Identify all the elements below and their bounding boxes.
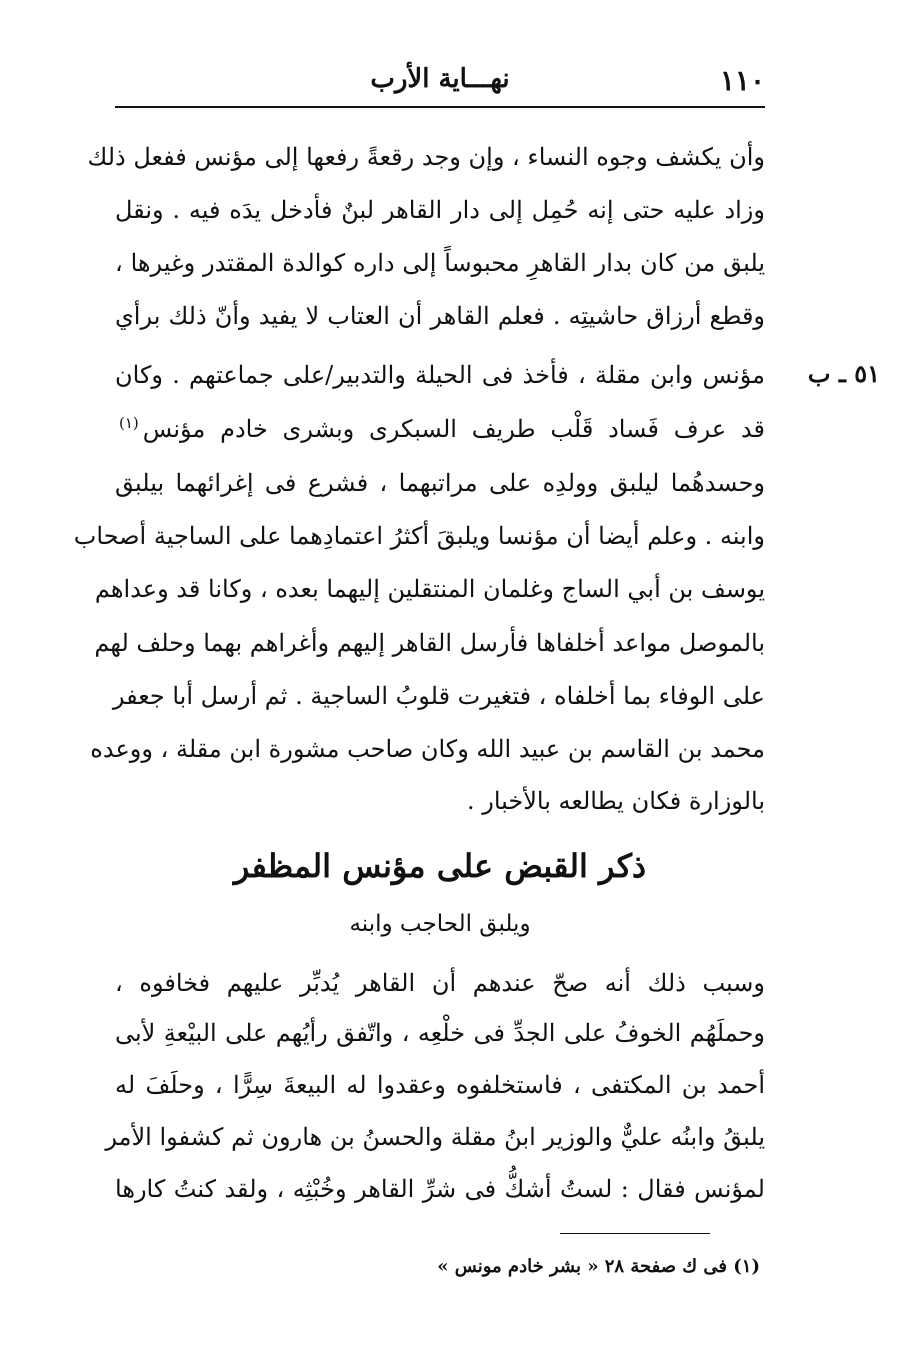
text-line: وقطع أرزاق حاشيتِه . فعلم القاهر أن العتاب لا يفيد وأنّ ذلك برأي — [115, 302, 765, 330]
text-line: أحمد بن المكتفى ، فاستخلفوه وعقدوا له البيعةَ سِرًّا ، وحلَفَ له — [115, 1071, 765, 1099]
text-line: يلبق من كان بدار القاهرِ محبوساً إلى داره كوالدة المقتدر وغيرها ، — [115, 249, 765, 277]
text-line: يلبقُ وابنُه عليٌّ والوزير ابنُ مقلة والحسنُ بن هارون ثم كشفوا الأمر — [105, 1123, 765, 1151]
text-line: يوسف بن أبي الساج وغلمان المنتقلين إليهما بعده ، وكانا قد وعداهم — [94, 575, 765, 603]
header-rule — [115, 106, 765, 108]
text-line: وابنه . وعلم أيضا أن مؤنسا ويلبقَ أكثرُ اعتمادِهما على الساجية أصحاب — [73, 522, 765, 550]
text-line: محمد بن القاسم بن عبيد الله وكان صاحب مشورة ابن مقلة ، ووعده — [90, 735, 765, 763]
section-subtitle: ويلبق الحاجب وابنه — [349, 911, 531, 937]
text-line-with-footnote — [115, 404, 765, 454]
margin-folio-note: ٥١ ـ ب — [807, 359, 880, 388]
text-line: بالموصل مواعد أخلفاها فأرسل القاهر إليهم وأغراهم بهما وحلف لهم — [94, 629, 765, 657]
text-line: وحسدهُما ليلبق وولدِه على مراتبهما ، فشرع فى إغرائهما بيلبق — [115, 469, 765, 497]
footnote: (١) فى ك صفحة ٢٨ « بشر خادم مونس » — [437, 1256, 760, 1277]
text-line: لمؤنس فقال : لستُ أشكُّ فى شرِّ القاهر وخُبْثِه ، ولقد كنتُ كارها — [115, 1175, 765, 1203]
text-line: على الوفاء بما أخلفاه ، فتغيرت قلوبُ الساجية . ثم أرسل أبا جعفر — [112, 682, 765, 710]
page-number: ١١٠ — [719, 64, 765, 97]
text-line: بالوزارة فكان يطالعه بالأخبار . — [466, 787, 765, 815]
running-title: نهـــاية الأرب — [370, 64, 510, 94]
text-line: وحملَهُم الخوفُ على الجدِّ فى خلْعِه ، واتّفق رأيُهم على البيْعةِ لأبى — [115, 1019, 765, 1047]
text-line: وأن يكشف وجوه النساء ، وإن وجد رقعةً رفعها إلى مؤنس ففعل ذلك — [87, 143, 765, 171]
footnote-rule — [560, 1233, 710, 1234]
page-header — [115, 62, 765, 102]
text-line: وسبب ذلك أنه صحّ عندهم أن القاهر يُدبِّر عليهم فخافوه ، — [115, 969, 765, 997]
text-line: مؤنس وابن مقلة ، فأخذ فى الحيلة والتدبير/على جماعتهم . وكان — [115, 361, 766, 389]
text-line: وزاد عليه حتى إنه حُمِل إلى دار القاهر لبنٌ فأدخل يدَه فيه . ونقل — [115, 196, 765, 224]
section-title: ذكر القبض على مؤنس المظفر — [233, 847, 647, 885]
footnote-reference: (١) — [119, 414, 139, 432]
text-line-content: قد عرف فَساد قَلْب طريف السبكرى وبشرى خادم مؤنس — [142, 415, 765, 443]
